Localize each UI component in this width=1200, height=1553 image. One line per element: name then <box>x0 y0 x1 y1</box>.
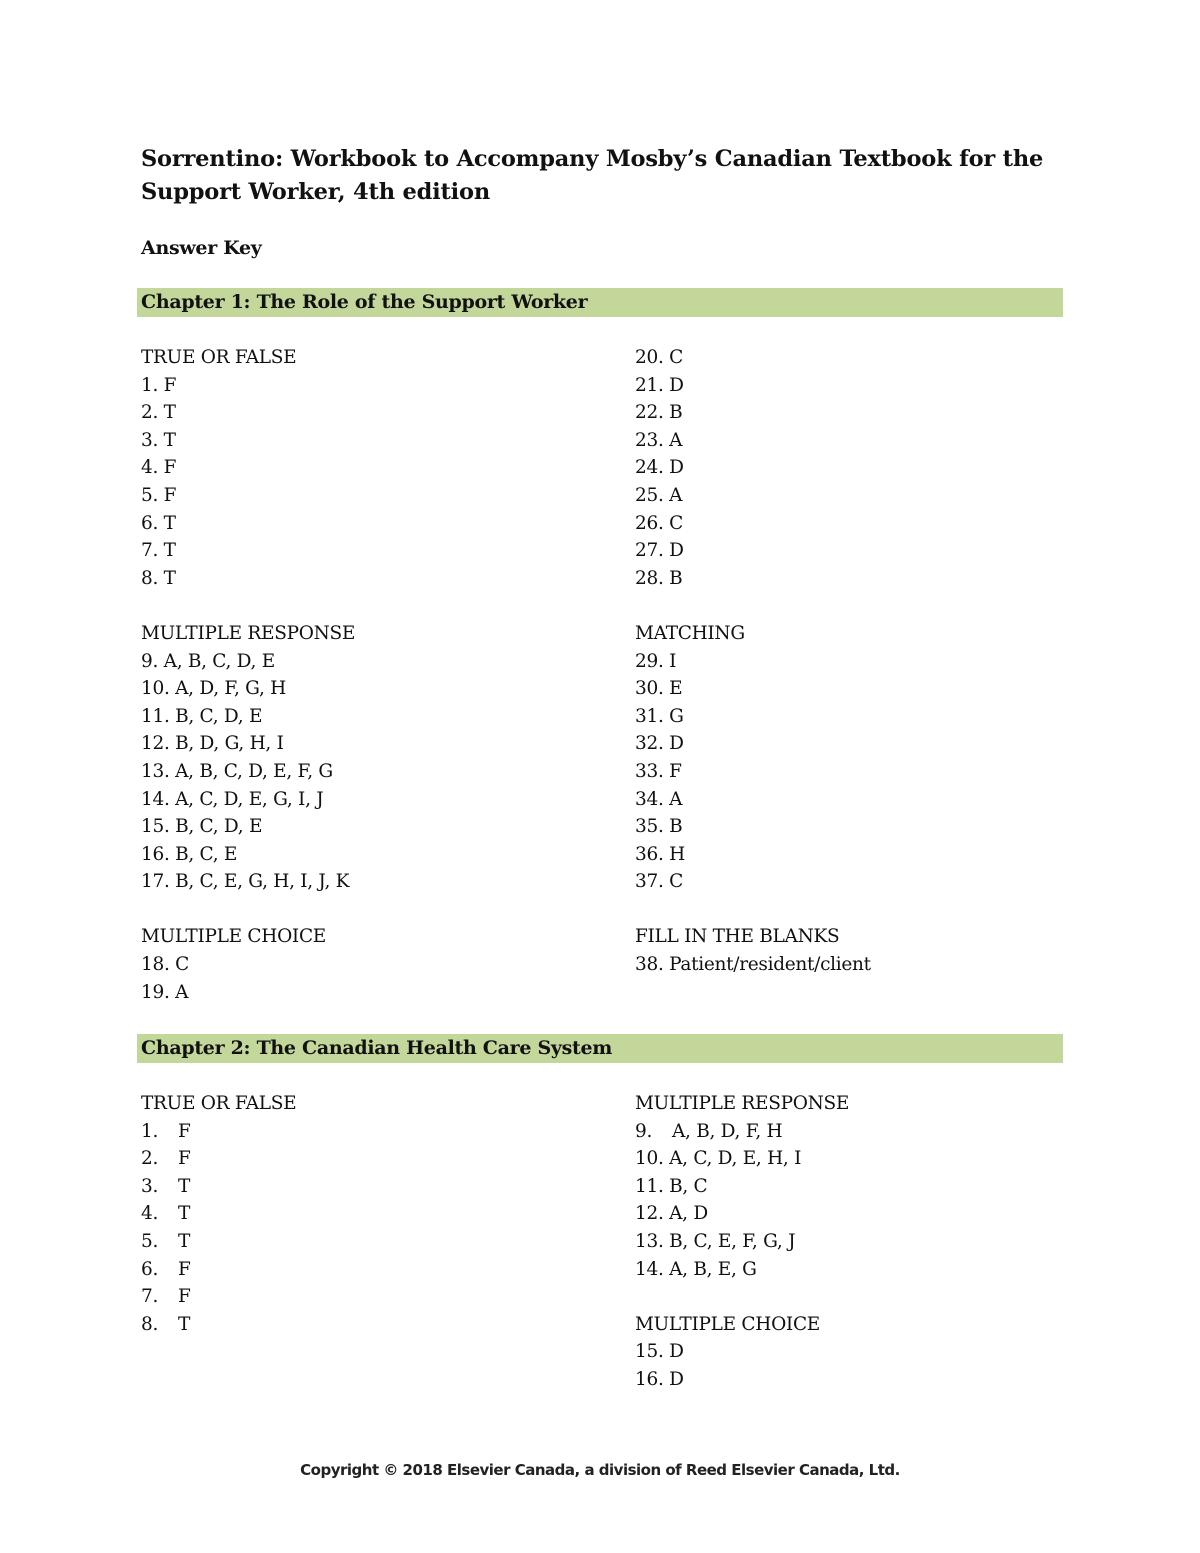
item-answer: T <box>178 1175 191 1197</box>
list-item: 33. F <box>635 760 682 782</box>
list-item: 15. B, C, D, E <box>141 816 263 838</box>
document-title: Sorrentino: Workbook to Accompany Mosby’s Canadian Textbook for the Support Worker, 4th edition <box>141 146 1044 205</box>
list-item <box>141 1283 296 1311</box>
section-label: TRUE OR FALSE <box>141 347 297 368</box>
section-label: MULTIPLE RESPONSE <box>635 1093 850 1114</box>
item-answer: T <box>178 1203 191 1225</box>
copyright-footer: Copyright © 2018 Elsevier Canada, a division of Reed Elsevier Canada, Ltd. <box>300 1461 900 1479</box>
answer-list <box>635 1338 849 1393</box>
list-item: 29. I <box>635 650 677 672</box>
answer-list <box>635 951 871 979</box>
chapter-2-heading: Chapter 2: The Canadian Health Care System <box>141 1037 613 1059</box>
chapter-1-left-column <box>141 344 355 1034</box>
list-item: 14. A, B, E, G <box>635 1258 757 1280</box>
list-item: 9. A, B, C, D, E <box>141 650 275 672</box>
list-item: 25. A <box>635 484 683 506</box>
item-number: 7. <box>141 1286 159 1308</box>
answer-list <box>635 344 871 592</box>
ch2-multiple-response-section <box>635 1090 849 1283</box>
list-item: 20. C <box>635 347 683 368</box>
list-item <box>635 1118 849 1146</box>
list-item <box>141 1311 296 1339</box>
answer-list <box>141 372 355 593</box>
list-item: 35. B <box>635 816 683 838</box>
chapter-1-right-column <box>635 344 871 1006</box>
item-number: 6. <box>141 1258 159 1280</box>
ch1-multiple-response-section <box>141 620 355 896</box>
list-item: 36. H <box>635 843 685 865</box>
item-answer: T <box>178 1313 191 1335</box>
list-item: 28. B <box>635 567 683 589</box>
item-number: 8. <box>141 1313 159 1335</box>
section-label: MULTIPLE RESPONSE <box>141 622 356 644</box>
list-item: 3. T <box>141 429 176 451</box>
list-item: 16. B, C, E <box>141 843 238 865</box>
list-item <box>141 1145 296 1173</box>
list-item: 4. F <box>141 457 177 479</box>
item-number: 5. <box>141 1230 159 1252</box>
list-item: 15. D <box>635 1341 684 1363</box>
list-item <box>141 1200 296 1228</box>
list-item: 27. D <box>635 540 684 562</box>
list-item: 21. D <box>635 374 684 396</box>
list-item: 17. B, C, E, G, H, I, J, K <box>141 871 350 893</box>
section-label: MATCHING <box>635 622 745 644</box>
list-item: 37. C <box>635 871 683 893</box>
list-item: 12. B, D, G, H, I <box>141 733 284 755</box>
ch1-fill-blanks-section <box>635 923 871 978</box>
section-label: MULTIPLE CHOICE <box>635 1313 820 1335</box>
chapter-1-heading: Chapter 1: The Role of the Support Worker <box>141 291 588 313</box>
list-item: 11. B, C <box>635 1175 708 1197</box>
ch2-true-false-section <box>141 1090 296 1338</box>
list-item: 10. A, C, D, E, H, I <box>635 1148 802 1170</box>
item-answer: T <box>178 1230 191 1252</box>
list-item <box>141 1256 296 1284</box>
list-item <box>141 1228 296 1256</box>
list-item: 11. B, C, D, E <box>141 705 263 727</box>
item-number: 4. <box>141 1203 159 1225</box>
list-item: 23. A <box>635 429 683 451</box>
list-item: 31. G <box>635 705 684 727</box>
section-label: FILL IN THE BLANKS <box>635 926 840 948</box>
item-answer: F <box>178 1258 191 1280</box>
list-item: 19. A <box>141 981 189 1003</box>
list-item: 14. A, C, D, E, G, I, J <box>141 788 324 810</box>
ch2-multiple-choice-section <box>635 1311 849 1394</box>
item-number: 2. <box>141 1148 159 1170</box>
list-item: 13. A, B, C, D, E, F, G <box>141 760 333 782</box>
list-item <box>141 1173 296 1201</box>
list-item: 2. T <box>141 402 176 424</box>
ch1-multiple-choice-section <box>141 923 355 1006</box>
list-item: 32. D <box>635 733 684 755</box>
chapter-2-right-column <box>635 1090 849 1421</box>
list-item: 24. D <box>635 457 684 479</box>
list-item: 30. E <box>635 678 683 700</box>
list-item: 10. A, D, F, G, H <box>141 678 286 700</box>
list-item: 16. D <box>635 1368 684 1390</box>
list-item: 5. F <box>141 484 177 506</box>
list-item: 7. T <box>141 540 176 562</box>
ch1-matching-section <box>635 620 871 896</box>
chapter-2-left-column <box>141 1090 296 1366</box>
section-label: MULTIPLE CHOICE <box>141 926 326 948</box>
section-label: TRUE OR FALSE <box>141 1093 297 1114</box>
list-item: 38. Patient/resident/client <box>635 954 871 976</box>
item-answer: F <box>178 1286 191 1308</box>
answer-list <box>141 1118 296 1339</box>
list-item: 8. T <box>141 567 176 589</box>
list-item: 18. C <box>141 954 189 976</box>
item-number: 1. <box>141 1120 159 1142</box>
item-answer: F <box>178 1120 191 1142</box>
ch1-true-false-section <box>141 344 355 592</box>
answer-key-heading: Answer Key <box>141 237 262 259</box>
answer-list <box>635 1145 849 1283</box>
list-item: 26. C <box>635 512 683 534</box>
list-item: 1. F <box>141 374 177 396</box>
answer-list <box>635 648 871 896</box>
item-answer: A, B, D, F, H <box>672 1120 783 1142</box>
list-item: 6. T <box>141 512 176 534</box>
item-number: 9. <box>635 1120 653 1142</box>
list-item: 22. B <box>635 402 683 424</box>
answer-list <box>141 648 355 896</box>
list-item: 34. A <box>635 788 683 810</box>
ch1-multiple-choice-continued <box>635 344 871 592</box>
answer-list <box>141 951 355 1006</box>
list-item: 13. B, C, E, F, G, J <box>635 1230 796 1252</box>
item-answer: F <box>178 1148 191 1170</box>
list-item <box>141 1118 296 1146</box>
list-item: 12. A, D <box>635 1203 708 1225</box>
item-number: 3. <box>141 1175 159 1197</box>
